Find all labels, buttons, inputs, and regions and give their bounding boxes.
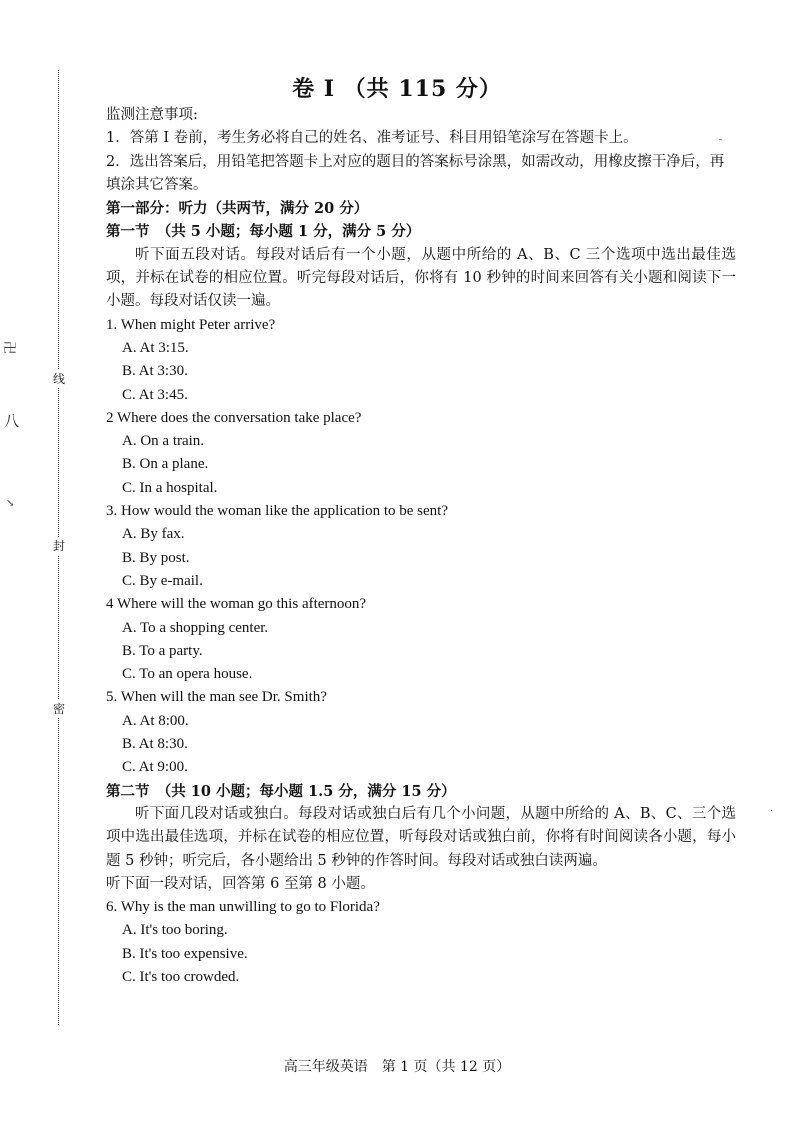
- question-block: [106, 314, 736, 407]
- section2-instructions: 听下面几段对话或独白。每段对话或独白后有几个小问题，从题中所给的 A、B、C、三个选项中选出最佳选项，并标在试卷的相应位置，听每段对话或独白前，你将有时间阅读各小题，每小题 5 秒钟；听完后，各小题给出 5 秒钟的作答时间。每段对话或独白读两遍。: [106, 805, 736, 869]
- question-block: [106, 500, 736, 593]
- binding-char-mi: 密: [50, 700, 68, 718]
- section2-sub-instruction: 听下面一段对话，回答第 6 至第 8 小题。: [106, 875, 375, 892]
- margin-mark-2: 八: [4, 412, 20, 430]
- option-b: B. At 3:30.: [122, 363, 188, 380]
- option-b: B. On a plane.: [122, 456, 209, 473]
- option-a: A. To a shopping center.: [122, 619, 269, 636]
- option-b: B. It's too expensive.: [122, 945, 248, 962]
- section1-instructions: 听下面五段对话。每段对话后有一个小题，从题中所给的 A、B、C 三个选项中选出最佳选项，并标在试卷的相应位置。听完每段对话后，你将有 10 秒钟的时间来回答有关小题和阅读下一小题。每段对话仅读一遍。: [106, 246, 736, 310]
- option-a: A. By fax.: [122, 526, 185, 543]
- question-text: 3. How would the woman like the application to be sent?: [106, 503, 449, 520]
- section2-heading: 第二节 （共 10 小题；每小题 1.5 分，满分 15 分）: [106, 782, 456, 800]
- section1-heading: 第一节 （共 5 小题；每小题 1 分，满分 5 分）: [106, 223, 421, 241]
- binding-char-xian: 线: [50, 370, 68, 388]
- option-a: A. On a train.: [122, 433, 205, 450]
- scan-speck: ·: [770, 806, 774, 817]
- question-text: 5. When will the man see Dr. Smith?: [106, 689, 327, 706]
- question-text: 6. Why is the man unwilling to go to Florida?: [106, 899, 380, 916]
- page-content: [106, 104, 736, 989]
- option-c: C. At 3:45.: [122, 386, 188, 403]
- option-b: B. To a party.: [122, 642, 203, 659]
- margin-mark-1: 卍: [1, 340, 17, 355]
- part1-heading: 第一部分：听力（共两节，满分 20 分）: [106, 200, 369, 218]
- option-b: B. By post.: [122, 549, 190, 566]
- question-text: 1. When might Peter arrive?: [106, 316, 276, 333]
- option-c: C. By e-mail.: [122, 572, 203, 589]
- binding-char-feng: 封: [50, 537, 68, 555]
- question-block: [106, 593, 736, 686]
- option-a: A. At 3:15.: [122, 339, 189, 356]
- notice-item-1: 1．答第 I 卷前，考生务必将自己的姓名、准考证号、科目用铅笔涂写在答题卡上。: [106, 130, 638, 147]
- notice-heading: 监测注意事项:: [106, 107, 198, 123]
- question-block: [106, 407, 736, 500]
- page-footer: 高三年级英语 第 1 页（共 12 页）: [283, 1059, 511, 1075]
- option-b: B. At 8:30.: [122, 736, 188, 753]
- option-c: C. To an opera house.: [122, 666, 253, 683]
- notice-item-2: 2．选出答案后，用铅笔把答题卡上对应的题目的答案标号涂黑，如需改动，用橡皮擦干净后，再填涂其它答案。: [106, 153, 725, 193]
- scan-speck: ˍ: [718, 130, 723, 141]
- paper-title: 卷 I （共 115 分）: [292, 76, 502, 102]
- question-block: [106, 686, 736, 779]
- question-text: 4 Where will the woman go this afternoon?: [106, 596, 367, 613]
- option-a: A. At 8:00.: [122, 712, 189, 729]
- option-c: C. At 9:00.: [122, 759, 188, 776]
- question-block: [106, 896, 736, 989]
- margin-mark-3: ↘: [6, 498, 15, 509]
- question-text: 2 Where does the conversation take place?: [106, 409, 362, 426]
- option-c: C. It's too crowded.: [122, 968, 240, 985]
- option-c: C. In a hospital.: [122, 479, 218, 496]
- option-a: A. It's too boring.: [122, 922, 228, 939]
